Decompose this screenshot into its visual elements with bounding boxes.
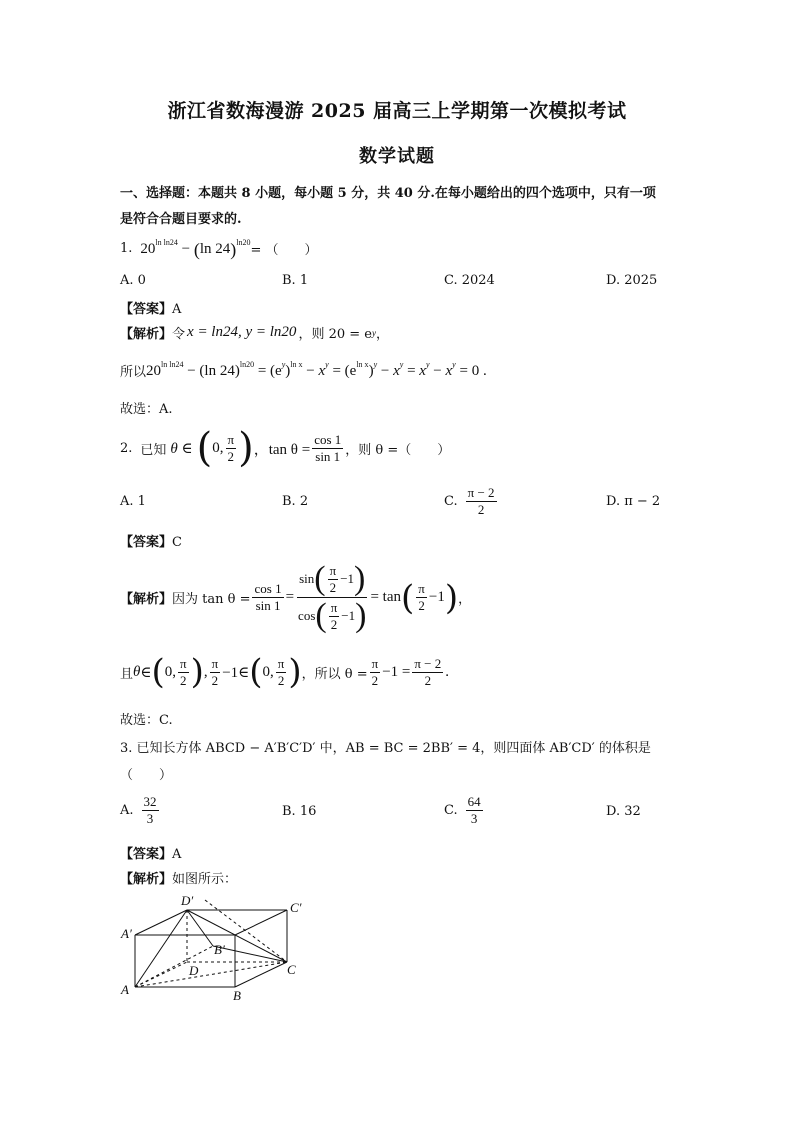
- q2-analysis-1: 【解析】 因为 tan θ = $\frac{\cos 1}{\sin 1}$ = sin ( $\frac{\pi}{2}$ −1 ) cos ( $\frac{\pi}{2}$ −1 ) = tan ( $\frac{\pi}{2}$ −1 ) ，: [120, 560, 472, 634]
- analysis-label: 【解析】: [120, 872, 173, 887]
- q3-option-a-numerator: 32: [143, 794, 157, 809]
- q3-analysis: [120, 868, 237, 887]
- q3-option-c-numerator: 64: [467, 794, 481, 809]
- edge-b-c: [235, 962, 287, 987]
- analysis-label: 【解析】: [120, 327, 173, 342]
- section-heading-line1: 一、选择题：本题共 8 小题，每小题 5 分，共 40 分.在每小题给出的四个选项中，只有一项: [120, 186, 656, 201]
- question-3-number: 3.: [120, 741, 133, 756]
- question-3-paren: （ ）: [120, 768, 173, 783]
- q1-final: A.: [159, 402, 173, 417]
- q2-option-d[interactable]: D. π − 2: [606, 494, 661, 509]
- choose-label: 故选：: [120, 713, 160, 728]
- answer-label: 【答案】: [120, 847, 173, 862]
- label-d-prime: D′: [181, 893, 194, 908]
- page-subtitle: 数学试题: [359, 146, 435, 167]
- q2-so: ，所以 θ =: [301, 666, 368, 682]
- q1-analysis-then: ，则 20 = e: [298, 327, 372, 342]
- question-3-stem: [120, 737, 651, 756]
- q2-answer: [120, 531, 182, 550]
- q2-option-c[interactable]: C. $\frac{\pi - 2}{2}$: [444, 485, 495, 517]
- label-c: C: [287, 962, 296, 977]
- answer-label: 【答案】: [120, 535, 173, 550]
- question-1-stem: [120, 238, 318, 259]
- question-1-expression: $20^{ln ln24} - (\ln$ 24)$^{ln20}$: [140, 238, 251, 260]
- q3-option-b[interactable]: B. 16: [282, 804, 317, 819]
- q2-analysis-2: 且 θ ∈ ( 0, $\frac{\pi}{2}$ ) , $\frac{\pi}{2}$ −1∈ ( 0, $\frac{\pi}{2}$ ) ，所以 θ = $\frac{\pi}{2}$ −1 = $\frac{\pi - 2}{2}$ .: [120, 652, 450, 692]
- q1-analysis-text: 令: [172, 327, 186, 342]
- q3-option-c-denominator: 3: [470, 811, 478, 826]
- question-2-prefix: 已知: [140, 442, 167, 458]
- edge-d1-b1: [187, 910, 213, 946]
- q3-option-a-label: A.: [120, 803, 134, 818]
- analysis-label: 【解析】: [120, 592, 173, 607]
- question-1-tail: = （ ）: [250, 242, 318, 258]
- q1-choose: [120, 398, 173, 417]
- q1-option-b[interactable]: B. 1: [282, 273, 309, 288]
- q3-analysis-text: 如图所示：: [172, 872, 238, 887]
- choose-label: 故选：: [120, 402, 160, 417]
- cuboid-figure: [115, 890, 315, 1005]
- q1-answer-value: A: [172, 302, 182, 317]
- q1-answer: [120, 298, 181, 317]
- page-title: 浙江省数海漫游 2025 届高三上学期第一次模拟考试: [167, 100, 627, 122]
- answer-label: 【答案】: [120, 302, 173, 317]
- q1-option-d[interactable]: D. 2025: [606, 273, 658, 288]
- q1-derivation-expression: $20^{ln ln24} - (\ln$ $24)^{ln20} = (e^y)^{ln x} - x^y = (e^{ln x})^y - x^y = x^y - x^y = 0$ .: [146, 360, 487, 379]
- q2-because: 因为 tan θ =: [172, 592, 251, 607]
- q3-option-a-denominator: 3: [146, 811, 154, 826]
- q1-derivation: [120, 360, 487, 380]
- q1-exponent: y: [371, 327, 376, 338]
- label-c-prime: C′: [290, 900, 302, 915]
- edge-c1-b1: [235, 910, 287, 935]
- q2-option-b[interactable]: B. 2: [282, 494, 309, 509]
- q3-option-c[interactable]: [444, 795, 485, 826]
- label-b-prime: B′: [214, 942, 225, 957]
- q3-option-d[interactable]: D. 32: [606, 804, 641, 819]
- q3-option-c-label: C.: [444, 803, 458, 818]
- edge-d1-c: [187, 910, 287, 962]
- q1-option-a[interactable]: A. 0: [120, 273, 146, 288]
- label-d: D: [189, 963, 199, 978]
- q3-option-a[interactable]: [120, 795, 161, 826]
- q2-answer-value: C: [172, 535, 182, 550]
- q2-and: 且: [120, 666, 134, 682]
- hidden-edge-a-b1: [135, 946, 213, 987]
- question-1-number: 1.: [120, 240, 133, 256]
- edge-a1-d1: [135, 910, 187, 935]
- question-2-stem: 2. 已知 θ ∈ ( 0, $\frac{\pi}{2}$ ) ，tan θ = $\frac{\cos 1}{\sin 1}$ ，则 θ =（ ）: [120, 425, 451, 471]
- q1-analysis-vars: x = ln24, y = ln20: [187, 324, 297, 340]
- question-3-text: 已知长方体 ABCD − A′B′C′D′ 中，AB = BC = 2BB′ = 4，则四面体 AB′CD′ 的体积是: [136, 741, 651, 756]
- label-a-prime: A′: [121, 926, 132, 941]
- q2-final: C.: [159, 713, 173, 728]
- section-heading-line2: 是符合合题目要求的.: [120, 212, 242, 227]
- q3-answer: [120, 843, 181, 862]
- q1-option-c[interactable]: C. 2024: [444, 273, 495, 288]
- question-2-tail: ，则 θ =（ ）: [345, 442, 451, 458]
- q2-option-a[interactable]: A. 1: [120, 494, 146, 509]
- q2-choose: [120, 709, 173, 728]
- label-a: A: [121, 982, 129, 997]
- q2-option-c-label: C.: [444, 494, 458, 509]
- q1-so-text: 所以: [120, 364, 147, 380]
- label-b: B: [233, 988, 241, 1003]
- edge-a-d1: [135, 910, 187, 987]
- question-2-mid: ，tan θ =: [253, 441, 311, 458]
- q3-answer-value: A: [172, 847, 182, 862]
- q1-analysis: 【解析】 令 x = ln24, y = ln20 ，则 20 = e y ，: [120, 324, 389, 342]
- question-2-number: 2.: [120, 440, 133, 456]
